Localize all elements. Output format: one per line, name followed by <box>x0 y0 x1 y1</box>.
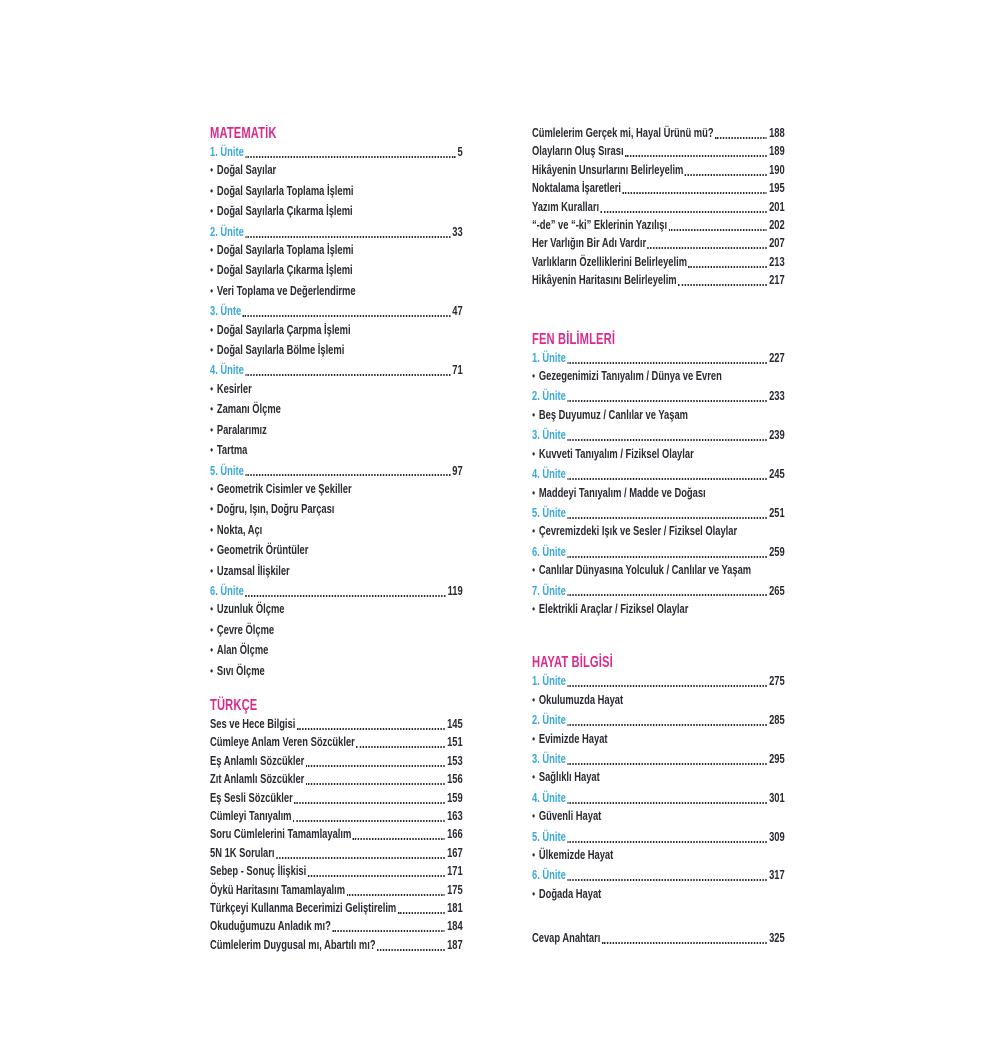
topic-label: Uzunluk Ölçme <box>216 601 285 617</box>
dot-leader-line <box>567 478 767 480</box>
toc-topic-row <box>532 522 785 542</box>
page-number: 153 <box>447 752 463 768</box>
unit-label: 4. Ünite <box>210 362 244 378</box>
toc-topic-row <box>210 441 463 461</box>
toc-entry-row <box>532 234 785 252</box>
unit-label: 4. Ünite <box>532 466 566 482</box>
page-number: 251 <box>769 504 785 520</box>
topic-label: Elektrikli Araçlar / Fiziksel Olaylar <box>538 600 689 616</box>
toc-column-left-inner <box>210 124 463 954</box>
topic-label: Doğal Sayılarla Bölme İşlemi <box>216 342 345 358</box>
dot-leader-line <box>601 211 767 213</box>
topic-label: Nokta, Açı <box>216 521 263 537</box>
toc-topic-row <box>210 380 463 400</box>
unit-label: 3. Ünte <box>210 303 242 319</box>
toc-column-right <box>532 124 883 948</box>
page-number: 309 <box>769 828 785 844</box>
bullet-icon: ● <box>210 624 214 634</box>
topic-label: Kuvveti Tanıyalım / Fiziksel Olaylar <box>538 445 694 461</box>
unit-label: 4. Ünite <box>532 789 566 805</box>
unit-label: 2. Ünite <box>532 388 566 404</box>
toc-entry-row <box>210 770 463 788</box>
toc-unit-row <box>532 387 785 405</box>
unit-label: 1. Ünite <box>532 349 566 365</box>
page-number: 47 <box>452 303 463 319</box>
page-number: 265 <box>769 582 785 598</box>
toc-topic-row <box>532 768 785 788</box>
page-number: 187 <box>447 936 463 952</box>
dot-leader-line <box>308 875 445 877</box>
toc-unit-row <box>210 223 463 241</box>
page-number: 317 <box>769 867 785 883</box>
dot-leader-line <box>356 746 445 748</box>
page-number: 71 <box>452 362 463 378</box>
toc-unit-row <box>532 789 785 807</box>
bullet-icon: ● <box>210 206 214 216</box>
bullet-icon: ● <box>210 665 214 675</box>
entry-label: Cevap Anahtarı <box>532 930 601 946</box>
toc-topic-row <box>210 541 463 561</box>
bullet-icon: ● <box>210 165 214 175</box>
dot-leader-line <box>293 820 445 822</box>
toc-entry-row <box>210 881 463 899</box>
topic-label: Güvenli Hayat <box>538 808 602 824</box>
topic-label: Maddeyi Tanıyalım / Madde ve Doğası <box>538 484 706 500</box>
toc-unit-row <box>532 426 785 444</box>
page-number: 239 <box>769 427 785 443</box>
toc-entry-row <box>532 124 785 142</box>
page-number: 190 <box>769 161 785 177</box>
bullet-icon: ● <box>532 409 536 419</box>
toc-entry-row <box>210 752 463 770</box>
section-header: HAYAT BİLGİSİ <box>532 654 613 672</box>
toc-topic-row <box>532 807 785 827</box>
topic-label: Doğal Sayılarla Çarpma İşlemi <box>216 321 351 337</box>
bullet-icon: ● <box>210 565 214 575</box>
dot-leader-line <box>567 400 767 402</box>
toc-entry-row <box>532 179 785 197</box>
page-number: 33 <box>452 223 463 239</box>
bullet-icon: ● <box>210 345 214 355</box>
page-number: 175 <box>447 881 463 897</box>
bullet-icon: ● <box>210 324 214 334</box>
page-number: 213 <box>769 253 785 269</box>
bullet-icon: ● <box>210 483 214 493</box>
topic-label: Tartma <box>216 442 248 458</box>
section-header: MATEMATİK <box>210 125 277 142</box>
entry-label: Noktalama İşaretleri <box>532 180 621 196</box>
toc-column-right-inner <box>532 124 785 948</box>
entry-label: Cümleye Anlam Veren Sözcükler <box>210 734 355 750</box>
page-number: 171 <box>447 863 463 879</box>
toc-topic-row <box>532 730 785 750</box>
entry-label: Eş Anlamlı Sözcükler <box>210 752 305 768</box>
dot-leader-line <box>276 857 445 859</box>
bullet-icon: ● <box>532 526 536 536</box>
entry-label: Cümleyi Tanıyalım <box>210 808 292 823</box>
page-number: 245 <box>769 466 785 482</box>
unit-label: 1. Ünite <box>532 673 566 689</box>
dot-leader-line <box>245 236 450 238</box>
unit-label: 6. Ünite <box>210 582 244 598</box>
page-number: 184 <box>447 918 463 934</box>
bullet-icon: ● <box>210 383 214 393</box>
toc-topic-row <box>532 600 785 620</box>
toc-entry-row <box>532 929 785 947</box>
topic-label: Sağlıklı Hayat <box>538 769 600 785</box>
dot-leader-line <box>648 247 767 249</box>
dot-leader-line <box>567 879 767 881</box>
bullet-icon: ● <box>210 245 214 255</box>
bullet-icon: ● <box>532 811 536 821</box>
topic-label: Alan Ölçme <box>216 642 269 658</box>
bullet-icon: ● <box>210 185 214 195</box>
dot-leader-line <box>567 763 767 765</box>
page-number: 202 <box>769 217 785 233</box>
toc-section <box>210 696 463 954</box>
dot-leader-line <box>245 595 445 597</box>
toc-unit-row <box>532 465 785 483</box>
page-number: 325 <box>769 930 785 946</box>
page-number: 166 <box>447 826 463 842</box>
topic-label: Geometrik Cisimler ve Şekiller <box>216 480 352 496</box>
dot-leader-line <box>567 556 767 558</box>
topic-label: Doğru, Işın, Doğru Parçası <box>216 501 335 517</box>
bullet-icon: ● <box>210 604 214 614</box>
page-number: 275 <box>769 673 785 689</box>
unit-label: 1. Ünite <box>210 144 244 159</box>
dot-leader-line <box>297 728 445 730</box>
toc-unit-row <box>532 750 785 768</box>
toc-topic-row <box>210 241 463 261</box>
toc-unit-row <box>210 582 463 600</box>
topic-label: Doğal Sayılar <box>216 162 277 178</box>
bullet-icon: ● <box>532 772 536 782</box>
toc-entry-row <box>210 715 463 733</box>
dot-leader-line <box>567 594 767 596</box>
page-number: 201 <box>769 198 785 214</box>
toc-topic-row <box>210 600 463 620</box>
bullet-icon: ● <box>210 645 214 655</box>
toc-unit-row <box>210 361 463 379</box>
toc-topic-row <box>210 341 463 361</box>
toc-entry-row <box>532 142 785 160</box>
topic-label: Beş Duyumuz / Canlılar ve Yaşam <box>538 406 689 422</box>
toc-topic-row <box>532 484 785 504</box>
dot-leader-line <box>243 315 450 317</box>
entry-label: 5N 1K Soruları <box>210 844 275 860</box>
topic-label: Kesirler <box>216 380 252 396</box>
toc-unit-row <box>210 462 463 480</box>
dot-leader-line <box>567 841 767 843</box>
toc-section <box>210 124 463 682</box>
topic-label: Doğal Sayılarla Çıkarma İşlemi <box>216 262 353 278</box>
page-number: 145 <box>447 715 463 731</box>
toc-column-left <box>210 124 561 954</box>
entry-label: Zıt Anlamlı Sözcükler <box>210 771 305 787</box>
toc-entry-row <box>210 825 463 843</box>
page-number: 181 <box>447 900 463 916</box>
entry-label: Cümlelerim Gerçek mi, Hayal Ürünü mü? <box>532 125 714 140</box>
dot-leader-line <box>332 930 445 932</box>
dot-leader-line <box>306 783 445 785</box>
bullet-icon: ● <box>210 265 214 275</box>
toc-topic-row <box>210 521 463 541</box>
toc-unit-row <box>532 672 785 690</box>
topic-label: Çevre Ölçme <box>216 621 275 637</box>
dot-leader-line <box>622 192 767 194</box>
toc-topic-row <box>210 161 463 181</box>
entry-label: Ses ve Hece Bilgisi <box>210 715 296 731</box>
dot-leader-line <box>353 838 445 840</box>
toc-topic-row <box>532 561 785 581</box>
toc-entry-row <box>532 198 785 216</box>
entry-label: Sebep - Sonuç İlişkisi <box>210 863 307 879</box>
dot-leader-line <box>377 949 445 951</box>
page-number: 285 <box>769 712 785 728</box>
unit-label: 6. Ünite <box>532 543 566 559</box>
toc-topic-row <box>210 662 463 682</box>
page-number: 167 <box>447 844 463 860</box>
topic-label: Sıvı Ölçme <box>216 662 265 678</box>
dot-leader-line <box>567 362 767 364</box>
dot-leader-line <box>567 685 767 687</box>
toc-topic-row <box>210 641 463 661</box>
dot-leader-line <box>685 174 767 176</box>
dot-leader-line <box>245 374 450 376</box>
bullet-icon: ● <box>210 285 214 295</box>
dot-leader-line <box>567 517 767 519</box>
entry-label: Yazım Kuralları <box>532 198 600 214</box>
unit-label: 2. Ünite <box>210 223 244 239</box>
dot-leader-line <box>245 156 455 158</box>
entry-label: Türkçeyi Kullanma Becerimizi Geliştirelim <box>210 900 397 916</box>
toc-topic-row <box>532 691 785 711</box>
dot-leader-line <box>669 229 767 231</box>
toc-topic-row <box>532 367 785 387</box>
dot-leader-line <box>306 765 445 767</box>
dot-leader-line <box>567 439 767 441</box>
unit-label: 7. Ünite <box>532 582 566 598</box>
topic-label: Çevremizdeki Işık ve Sesler / Fiziksel Olaylar <box>538 523 738 539</box>
toc-topic-row <box>532 445 785 465</box>
bullet-icon: ● <box>532 487 536 497</box>
page-number: 217 <box>769 272 785 288</box>
toc-topic-row <box>210 480 463 500</box>
toc-entry-row <box>210 917 463 935</box>
bullet-icon: ● <box>532 850 536 859</box>
entry-label: Cümlelerim Duygusal mı, Abartılı mı? <box>210 936 376 952</box>
page-number: 233 <box>769 388 785 404</box>
toc-entry-row <box>210 862 463 880</box>
toc-topic-row <box>210 282 463 302</box>
unit-label: 3. Ünite <box>532 750 566 766</box>
toc-topic-row <box>210 261 463 281</box>
entry-label: Öykü Haritasını Tamamlayalım <box>210 881 346 897</box>
topic-label: Evimizde Hayat <box>538 730 608 746</box>
page-number: 195 <box>769 180 785 196</box>
topic-label: Gezegenimizi Tanıyalım / Dünya ve Evren <box>538 368 722 384</box>
topic-label: Okulumuzda Hayat <box>538 691 624 707</box>
toc-unit-row <box>532 711 785 729</box>
toc-unit-row <box>210 143 463 161</box>
topic-label: Doğada Hayat <box>538 885 602 901</box>
bullet-icon: ● <box>532 603 536 613</box>
bullet-icon: ● <box>210 445 214 455</box>
unit-label: 5. Ünite <box>210 462 244 478</box>
page-number: 159 <box>447 789 463 805</box>
unit-label: 5. Ünite <box>532 828 566 844</box>
topic-label: Doğal Sayılarla Çıkarma İşlemi <box>216 203 353 219</box>
entry-label: Varlıkların Özelliklerini Belirleyelim <box>532 253 688 269</box>
dot-leader-line <box>715 137 767 139</box>
toc-topic-row <box>210 421 463 441</box>
topic-label: Doğal Sayılarla Toplama İşlemi <box>216 242 354 258</box>
page-number: 295 <box>769 750 785 766</box>
page-number: 207 <box>769 235 785 251</box>
bullet-icon: ● <box>532 565 536 575</box>
toc-unit-row <box>210 302 463 320</box>
unit-label: 5. Ünite <box>532 504 566 520</box>
toc-topic-row <box>210 400 463 420</box>
page-number: 119 <box>447 582 463 598</box>
toc-topic-row <box>210 321 463 341</box>
toc-topic-row <box>532 406 785 426</box>
page-number: 163 <box>447 808 463 823</box>
page-number: 156 <box>447 771 463 787</box>
entry-label: Olayların Oluş Sırası <box>532 143 624 159</box>
topic-label: Veri Toplama ve Değerlendirme <box>216 282 356 298</box>
unit-label: 6. Ünite <box>532 867 566 883</box>
toc-entry-row <box>532 161 785 179</box>
page-number: 301 <box>769 789 785 805</box>
toc-entry-row <box>210 899 463 917</box>
topic-label: Canlılar Dünyasına Yolculuk / Canlılar ve Yaşam <box>538 562 752 578</box>
toc-entry-row <box>210 807 463 825</box>
toc-unit-row <box>532 866 785 884</box>
bullet-icon: ● <box>210 424 214 434</box>
page-number: 189 <box>769 143 785 159</box>
topic-label: Uzamsal İlişkiler <box>216 562 290 578</box>
toc-section <box>532 929 785 947</box>
topic-label: Ülkemizde Hayat <box>538 847 614 862</box>
toc-unit-row <box>532 582 785 600</box>
toc-topic-row <box>210 182 463 202</box>
entry-label: Her Varlığın Bir Adı Vardır <box>532 235 647 251</box>
unit-label: 3. Ünite <box>532 427 566 443</box>
dot-leader-line <box>245 474 450 476</box>
toc-unit-row <box>532 349 785 367</box>
toc-entry-row <box>210 936 463 954</box>
unit-label: 2. Ünite <box>532 712 566 728</box>
topic-label: Paralarımız <box>216 421 267 437</box>
dot-leader-line <box>678 284 767 286</box>
page-number: 259 <box>769 543 785 559</box>
dot-leader-line <box>567 724 767 726</box>
toc-topic-row <box>210 562 463 582</box>
toc-section <box>532 653 785 905</box>
bullet-icon: ● <box>532 733 536 743</box>
dot-leader-line <box>688 266 766 268</box>
section-header: FEN BİLİMLERİ <box>532 330 616 348</box>
toc-section <box>532 330 785 621</box>
toc-topic-row <box>210 202 463 222</box>
toc-entry-row <box>532 253 785 271</box>
toc-unit-row <box>532 504 785 522</box>
toc-unit-row <box>532 828 785 846</box>
toc-section <box>532 124 785 290</box>
dot-leader-line <box>625 155 767 157</box>
toc-entry-row <box>532 271 785 289</box>
bullet-icon: ● <box>210 404 214 414</box>
topic-label: Doğal Sayılarla Toplama İşlemi <box>216 182 354 198</box>
dot-leader-line <box>347 894 445 896</box>
toc-entry-row <box>532 216 785 234</box>
section-header: TÜRKÇE <box>210 696 258 714</box>
toc-topic-row <box>210 621 463 641</box>
entry-label: Eş Sesli Sözcükler <box>210 789 293 805</box>
toc-topic-row <box>532 846 785 866</box>
dot-leader-line <box>398 912 445 914</box>
topic-label: Geometrik Örüntüler <box>216 542 309 558</box>
toc-topic-row <box>532 885 785 905</box>
entry-label: Okuduğumuzu Anladık mı? <box>210 918 331 934</box>
page-number: 188 <box>769 125 785 140</box>
page-number: 227 <box>769 349 785 365</box>
toc-entry-row <box>210 844 463 862</box>
toc-unit-row <box>532 543 785 561</box>
page-number: 5 <box>457 144 463 159</box>
bullet-icon: ● <box>532 694 536 704</box>
bullet-icon: ● <box>210 504 214 514</box>
entry-label: Soru Cümlelerini Tamamlayalım <box>210 826 352 842</box>
bullet-icon: ● <box>210 524 214 534</box>
dot-leader-line <box>602 942 767 944</box>
topic-label: Zamanı Ölçme <box>216 401 281 417</box>
toc-entry-row <box>210 733 463 751</box>
page-number: 151 <box>447 734 463 750</box>
toc-topic-row <box>210 500 463 520</box>
dot-leader-line <box>294 802 445 804</box>
dot-leader-line <box>567 802 767 804</box>
bullet-icon: ● <box>532 371 536 381</box>
entry-label: “-de” ve “-ki” Eklerinin Yazılışı <box>532 217 668 233</box>
toc-entry-row <box>210 789 463 807</box>
page-number: 97 <box>452 462 463 478</box>
bullet-icon: ● <box>210 545 214 555</box>
entry-label: Hikâyenin Haritasını Belirleyelim <box>532 272 677 288</box>
entry-label: Hikâyenin Unsurlarını Belirleyelim <box>532 161 684 177</box>
bullet-icon: ● <box>532 888 536 898</box>
bullet-icon: ● <box>532 448 536 458</box>
